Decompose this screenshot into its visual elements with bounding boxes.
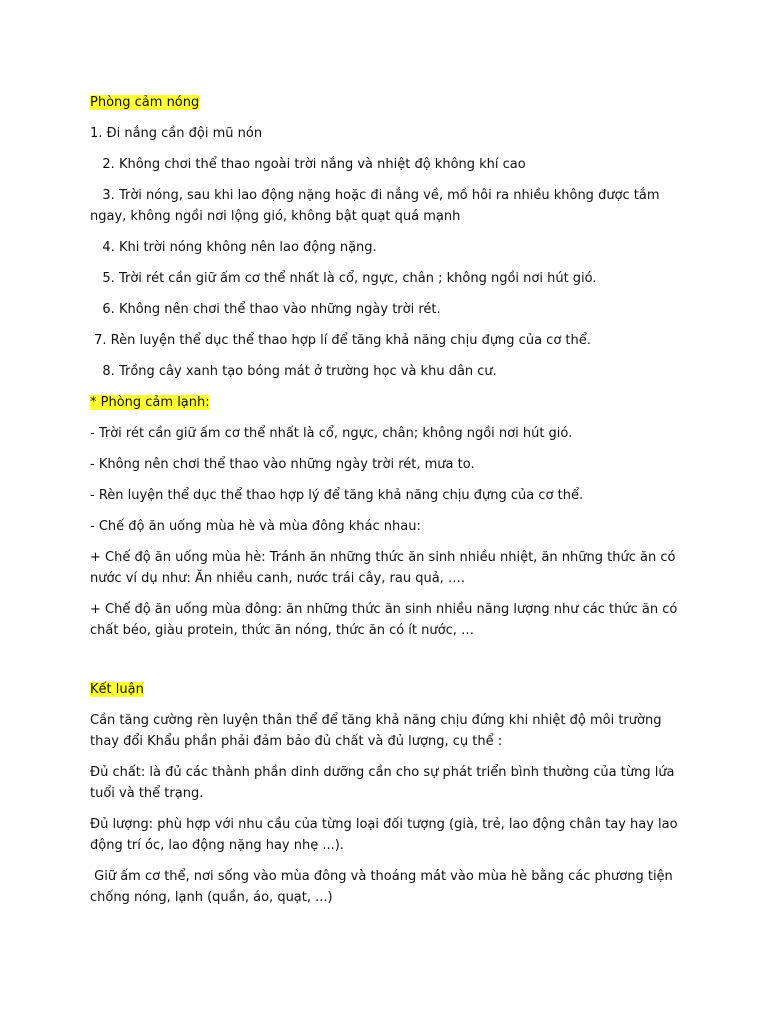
section-heading-cold	[90, 392, 690, 413]
cold-item-2: - Không nên chơi thể thao vào những ngày trời rét, mưa to.	[90, 457, 475, 472]
heat-item-8: 8. Trồng cây xanh tạo bóng mát ở trường học và khu dân cư.	[90, 364, 497, 379]
heat-item-7: 7. Rèn luyện thể dục thể thao hợp lí để tăng khả năng chịu đựng của cơ thể.	[90, 333, 591, 348]
cold-item-6: + Chế độ ăn uống mùa đông: ăn những thức ăn sinh nhiều năng lượng như các thức ăn có chất béo, giàu protein, thức ăn nóng, thức ăn có ít nước, …	[90, 602, 682, 638]
document-page	[90, 92, 690, 918]
section-spacer	[90, 651, 690, 679]
heat-item-4: 4. Khi trời nóng không nên lao động nặng.	[90, 240, 377, 255]
heat-item-2: 2. Không chơi thể thao ngoài trời nắng và nhiệt độ không khí cao	[90, 157, 526, 172]
heading-highlight: * Phòng cảm lạnh:	[90, 395, 210, 410]
cold-item-3: - Rèn luyện thể dục thể thao hợp lý để tăng khả năng chịu đựng của cơ thể.	[90, 488, 584, 503]
cold-item-1: - Trời rét cần giữ ấm cơ thể nhất là cổ, ngực, chân; không ngồi nơi hút gió.	[90, 426, 573, 441]
conclusion-item-4: Giữ ấm cơ thể, nơi sống vào mùa đông và thoáng mát vào mùa hè bằng các phương tiện chống nóng, lạnh (quần, áo, quạt, ...)	[90, 869, 677, 905]
heading-highlight: Phòng cảm nóng	[90, 95, 200, 110]
heat-item-6: 6. Không nên chơi thể thao vào những ngày trời rét.	[90, 302, 441, 317]
conclusion-item-2: Đủ chất: là đủ các thành phần dinh dưỡng cần cho sự phát triển bình thường của từng lứa tuổi và thể trạng.	[90, 765, 679, 801]
section-heading-heat	[90, 92, 690, 113]
heat-item-1: 1. Đi nắng cần đội mũ nón	[90, 126, 263, 141]
conclusion-item-1: Cần tăng cường rèn luyện thân thể để tăng khả năng chịu đứng khi nhiệt độ môi trường thay đổi Khẩu phần phải đảm bảo đủ chất và đủ lượng, cụ thể :	[90, 713, 666, 749]
heat-item-3: 3. Trời nóng, sau khi lao động nặng hoặc đi nắng về, mồ hôi ra nhiều không được tắm ngay, không ngồi nơi lộng gió, không bật quạt quá mạnh	[90, 188, 664, 224]
heat-item-5: 5. Trời rét cần giữ ấm cơ thể nhất là cổ, ngực, chân ; không ngồi nơi hút gió.	[90, 271, 597, 286]
section-heading-conclusion	[90, 679, 690, 700]
heading-highlight: Kết luận	[90, 682, 144, 697]
cold-item-5: + Chế độ ăn uống mùa hè: Tránh ăn những thức ăn sinh nhiều nhiệt, ăn những thức ăn có nước ví dụ như: Ăn nhiều canh, nước trái cây, rau quả, ….	[90, 550, 680, 586]
cold-item-4: - Chế độ ăn uống mùa hè và mùa đông khác nhau:	[90, 519, 421, 534]
conclusion-item-3: Đủ lượng: phù hợp với nhu cầu của từng loại đối tượng (già, trẻ, lao động chân tay hay lao động trí óc, lao động nặng hay nhẹ ...).	[90, 817, 682, 853]
